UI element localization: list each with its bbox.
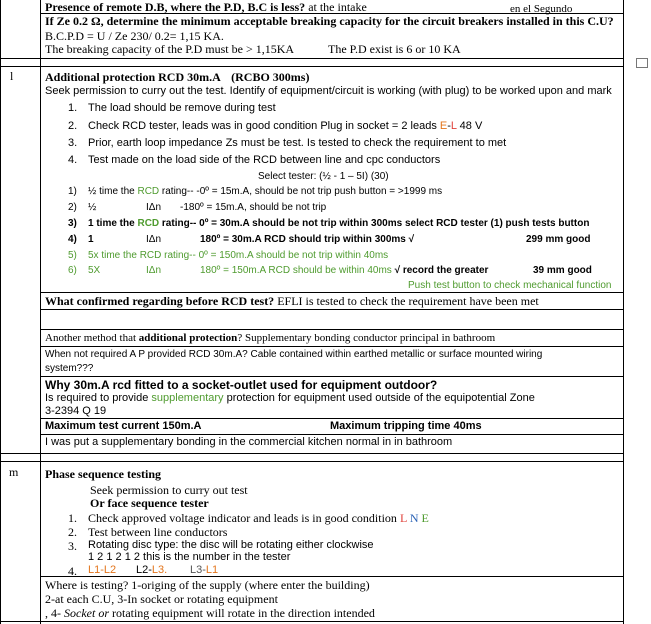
step-number: 4. — [68, 564, 77, 578]
test-number: 6) — [68, 265, 77, 276]
another-row — [45, 333, 495, 344]
test-text-a: 1 time the — [88, 218, 138, 229]
max-test-current: Maximum test current 150m.A — [45, 420, 202, 432]
another-c: ? Supplementary bonding conductor principal in bathroom — [237, 332, 496, 344]
table-resize-handle[interactable] — [636, 58, 648, 68]
step-text — [88, 121, 482, 132]
step-text-b: 48 V — [456, 120, 483, 132]
test-text: -180º = 15m.A, should be not trip — [180, 202, 327, 213]
socket-row — [45, 607, 375, 619]
max-tripping-time: Maximum tripping time 40ms — [330, 420, 482, 432]
table-border-left-outer — [0, 0, 1, 624]
test-number: 4) — [68, 234, 77, 245]
table-border-bottom — [0, 621, 623, 622]
top-line-4-right: The P.D exist is 6 or 10 KA — [328, 42, 461, 56]
row-divider — [40, 418, 623, 419]
section-label-l: l — [10, 69, 14, 83]
another-b: additional protection — [138, 332, 238, 344]
section-m-sub2: Or face sequence tester — [90, 496, 209, 510]
step-text — [88, 512, 429, 524]
top-line-1-bold: Presence of remote D.B, where the P.D, B.C is less? — [45, 0, 306, 14]
row-divider — [40, 346, 623, 347]
table-border-col1 — [40, 0, 41, 624]
socket-a: , 4- — [45, 606, 64, 620]
step-text-main: Check approved voltage indicator and leads is in good condition — [88, 511, 400, 525]
lead-e: E — [439, 120, 448, 132]
push-note: Push test button to check mechanical function — [408, 280, 612, 291]
test-one: 1 — [88, 234, 94, 245]
l2-l3: L3. — [151, 564, 168, 576]
confirmed-row — [45, 295, 539, 307]
lead-dash: - — [447, 120, 451, 132]
row-divider — [40, 309, 623, 310]
section-l-intro: Seek permission to curry out the test. Identify of equipment/circuit is working (with plug) to be worked upon and mark — [45, 85, 612, 97]
test-number: 1) — [68, 186, 77, 197]
test-text-b: rating-- -0º = 15m.A, should be not trip push button = >1999 ms — [159, 186, 443, 197]
lead-n: N — [409, 511, 419, 525]
required-row — [45, 393, 535, 404]
required-a: Is required to provide — [45, 392, 152, 404]
l2: L2- — [136, 564, 152, 576]
kitchen-note: I was put a supplementary bonding in the commercial kitchen normal in in bathroom — [45, 436, 453, 448]
test-result: 299 mm good — [526, 234, 591, 245]
phase-sequence-l3l1 — [190, 565, 218, 576]
top-line-4: The breaking capacity of the P.D must be > 1,15KA — [45, 42, 295, 56]
top-line-1 — [45, 1, 367, 13]
step-text: Test made on the load side of the RCD between line and cpc conductors — [88, 154, 441, 166]
table-border-right — [623, 0, 624, 624]
test-result: 39 mm good — [533, 265, 592, 276]
row-divider — [40, 376, 623, 377]
step-text: The load should be remove during test — [88, 102, 276, 114]
phase-sequence-l2l3 — [136, 565, 167, 576]
where-testing: Where is testing? 1-origing of the supply (where enter the building) — [45, 578, 370, 592]
l3-l1: L1 — [205, 564, 219, 576]
section-label-m: m — [9, 465, 19, 479]
test-number: 5) — [68, 250, 77, 261]
confirmed-question: What confirmed regarding before RCD test? — [45, 294, 275, 308]
row-divider — [0, 461, 623, 462]
row-divider — [40, 576, 623, 577]
step-number: 4. — [68, 154, 78, 166]
step-number: 1. — [68, 511, 77, 525]
tester-numbers: 1 2 1 2 1 2 this is the number in the tester — [88, 551, 291, 563]
top-line-1-rest: at the intake — [305, 0, 367, 14]
when-line-1: When not required A P provided RCD 30m.A? Cable contained within earthed metallic or surface mounted wiring — [45, 349, 543, 360]
test-number: 3) — [68, 218, 77, 229]
step-text: Rotating disc type: the disc will be rotating either clockwise — [88, 539, 374, 551]
test-number: 2) — [68, 202, 77, 213]
test-text-a: ½ time the — [88, 186, 138, 197]
step-number: 3. — [68, 539, 77, 553]
ian-symbol: IΔn — [146, 265, 162, 276]
top-line-1-right: en el Segundo — [510, 3, 573, 15]
step-number: 3. — [68, 137, 78, 149]
socket-b: rotating equipment will rotate in the direction intended — [108, 606, 375, 620]
test-text — [88, 187, 442, 197]
confirmed-answer: EFLI is tested to check the requirement have been met — [274, 294, 539, 308]
top-line-3: B.C.P.D = U / Ze 230/ 0.2= 1,15 KA. — [45, 29, 224, 43]
test-text-b: rating-- 0º = 30m.A should be not trip within 300ms select RCD tester (1) push tests button — [159, 218, 590, 229]
step-text-a: Check RCD tester, leads was in good condition Plug in socket = 2 leads — [88, 120, 440, 132]
select-tester: Select tester: (½ - 1 – 5I) (30) — [258, 171, 389, 182]
section-m-heading: Phase sequence testing — [45, 467, 161, 481]
lead-e: E — [421, 511, 429, 525]
rcd-word: RCD — [137, 186, 160, 197]
row-divider — [0, 453, 623, 454]
test-text-green: 180º = 150m.A RCD should be within 40ms — [200, 265, 392, 276]
rcd-word: RCD — [137, 218, 160, 229]
section-l-heading — [45, 71, 309, 83]
top-line-2: If Ze 0.2 Ω, determine the minimum acceptable breaking capacity for the circuit breakers installed in this C.U? — [45, 14, 614, 28]
required-green: supplementary — [151, 392, 224, 404]
ian-symbol: IΔn — [146, 234, 162, 245]
l3: L3- — [190, 564, 206, 576]
when-line-2: system??? — [45, 363, 94, 374]
row-divider — [0, 58, 623, 59]
lead-l: L — [399, 511, 407, 525]
test-5x: 5X — [88, 265, 101, 276]
ian-symbol: IΔn — [146, 202, 162, 213]
test-text: 180º = 30m.A RCD should trip within 300ms √ — [200, 234, 415, 245]
l1-l2: -L2 — [100, 564, 117, 576]
section-l-heading-a: Additional protection RCD 30m.A — [45, 70, 221, 84]
another-a: Another method that — [45, 332, 139, 344]
at-each: 2-at each C.U, 3-In socket or rotating equipment — [45, 592, 278, 606]
step-number: 2. — [68, 120, 78, 132]
step-number: 2. — [68, 525, 77, 539]
test-text: 5x time the RCD rating-- 0º = 150m.A should be not trip within 40ms — [88, 250, 389, 261]
socket-italic: Socket or — [64, 606, 109, 620]
test-half: ½ — [88, 202, 97, 213]
row-divider — [40, 434, 623, 435]
lead-l: L — [450, 120, 457, 132]
section-l-heading-b: (RCBO 300ms) — [231, 70, 310, 84]
section-m-sub1: Seek permission to curry out test — [90, 483, 248, 497]
row-divider — [0, 66, 623, 67]
row-divider — [40, 292, 623, 293]
l1: L1 — [88, 564, 101, 576]
required-b: protection for equipment used outside of the equipotential Zone — [223, 392, 535, 404]
test-text — [88, 219, 589, 229]
step-text: Test between line conductors — [88, 525, 228, 539]
phase-sequence-l1l2 — [88, 565, 116, 576]
test-text — [200, 266, 488, 276]
step-text: Prior, earth loop impedance Zs must be test. Is tested to check the requirement to met — [88, 137, 507, 149]
test-text-bold: √ record the greater — [391, 265, 489, 276]
row-divider — [40, 329, 623, 330]
step-number: 1. — [68, 102, 78, 114]
why-question: Why 30m.A rcd fitted to a socket-outlet used for equipment outdoor? — [45, 378, 438, 392]
reference: 3-2394 Q 19 — [45, 405, 107, 417]
